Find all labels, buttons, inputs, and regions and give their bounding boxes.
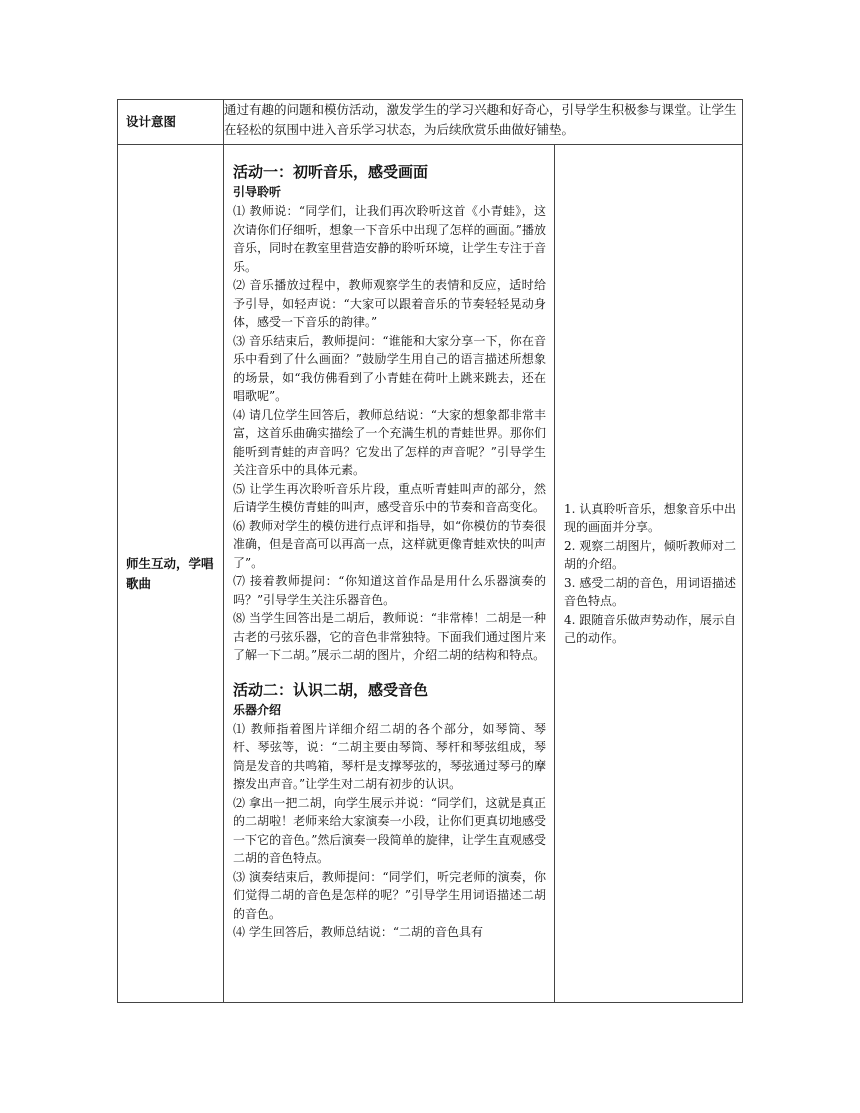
student-activity-item: 2. 观察二胡图片，倾听教师对二胡的介绍。 (564, 538, 737, 571)
activity1-paragraph: ⑸ 让学生再次聆听音乐片段，重点听青蛙叫声的部分，然后请学生模仿青蛙的叫声，感受音乐中的节奏和音高变化。 (233, 481, 546, 514)
design-intent-row (118, 100, 743, 145)
activity1-paragraph: ⑵ 音乐播放过程中，教师观察学生的表情和反应，适时给予引导，如轻声说：“大家可以跟着音乐的节奏轻轻晃动身体，感受一下音乐的韵律。” (233, 278, 546, 329)
interaction-label: 师生互动，学唱歌曲 (118, 145, 224, 1003)
design-intent-text: 通过有趣的问题和模仿活动，激发学生的学习兴趣和好奇心，引导学生积极参与课堂。让学生在轻松的氛围中进入音乐学习状态，为后续欣赏乐曲做好铺垫。 (224, 100, 743, 145)
interaction-row (118, 145, 743, 1003)
activity2-paragraph: ⑴ 教师指着图片详细介绍二胡的各个部分，如琴筒、琴杆、琴弦等，说：“二胡主要由琴筒、琴杆和琴弦组成，琴筒是发音的共鸣箱，琴杆是支撑琴弦的，琴弦通过琴弓的摩擦发出声音。”让学生对二胡有初步的认识。 (233, 721, 546, 791)
activity2-paragraph: ⑵ 拿出一把二胡，向学生展示并说：“同学们，这就是真正的二胡啦！老师来给大家演奏一小段，让你们更真切地感受一下它的音色。”然后演奏一段简单的旋律，让学生直观感受二胡的音色特点。 (233, 795, 546, 865)
student-activity-cell (555, 145, 743, 1003)
activity1-paragraph: ⑷ 请几位学生回答后，教师总结说：“大家的想象都非常丰富，这首乐曲确实描绘了一个充满生机的青蛙世界。那你们能听到青蛙的声音吗？它发出了怎样的声音呢？”引导学生关注音乐中的具体元素。 (233, 407, 546, 477)
spacer (233, 665, 546, 679)
student-activity-item: 3. 感受二胡的音色，用词语描述音色特点。 (564, 575, 737, 608)
student-activity-item: 4. 跟随音乐做声势动作，展示自己的动作。 (564, 612, 737, 645)
activity1-paragraph: ⑹ 教师对学生的模仿进行点评和指导，如“你模仿的节奏很准确，但是音高可以再高一点，这样就更像青蛙欢快的叫声了”。 (233, 518, 546, 570)
activity1-paragraph: ⑻ 当学生回答出是二胡后，教师说：“非常棒！二胡是一种古老的弓弦乐器，它的音色非常独特。下面我们通过图片来了解一下二胡。”展示二胡的图片，介绍二胡的结构和特点。 (233, 611, 546, 662)
activity1-paragraph: ⑶ 音乐结束后，教师提问：“谁能和大家分享一下，你在音乐中看到了什么画面？”鼓励学生用自己的语言描述所想象的场景，如“我仿佛看到了小青蛙在荷叶上跳来跳去，还在唱歌呢”。 (233, 333, 546, 403)
activity1-title: 活动一：初听音乐，感受画面 (233, 163, 429, 181)
activity2-title: 活动二：认识二胡，感受音色 (233, 680, 429, 699)
activity1-subtitle: 引导聆听 (233, 185, 282, 199)
design-intent-label: 设计意图 (118, 100, 224, 145)
activity1-paragraph: ⑺ 接着教师提问：“你知道这首作品是用什么乐器演奏的吗？”引导学生关注乐器音色。 (233, 574, 546, 607)
student-activity-item: 1. 认真聆听音乐，想象音乐中出现的画面并分享。 (564, 501, 737, 534)
teacher-activity-cell (224, 145, 555, 1003)
activity2-paragraph: ⑶ 演奏结束后，教师提问：“同学们，听完老师的演奏，你们觉得二胡的音色是怎样的呢？”引导学生用词语描述二胡的音色。 (233, 869, 546, 921)
activity1-paragraph: ⑴ 教师说：“同学们，让我们再次聆听这首《小青蛙》，这次请你们仔细听，想象一下音乐中出现了怎样的画面。”播放音乐，同时在教室里营造安静的聆听环境，让学生专注于音乐。 (233, 204, 546, 274)
activity2-paragraph: ⑷ 学生回答后，教师总结说：“二胡的音色具有 (233, 925, 483, 939)
lesson-plan-table (117, 99, 743, 1003)
activity2-subtitle: 乐器介绍 (233, 702, 282, 717)
